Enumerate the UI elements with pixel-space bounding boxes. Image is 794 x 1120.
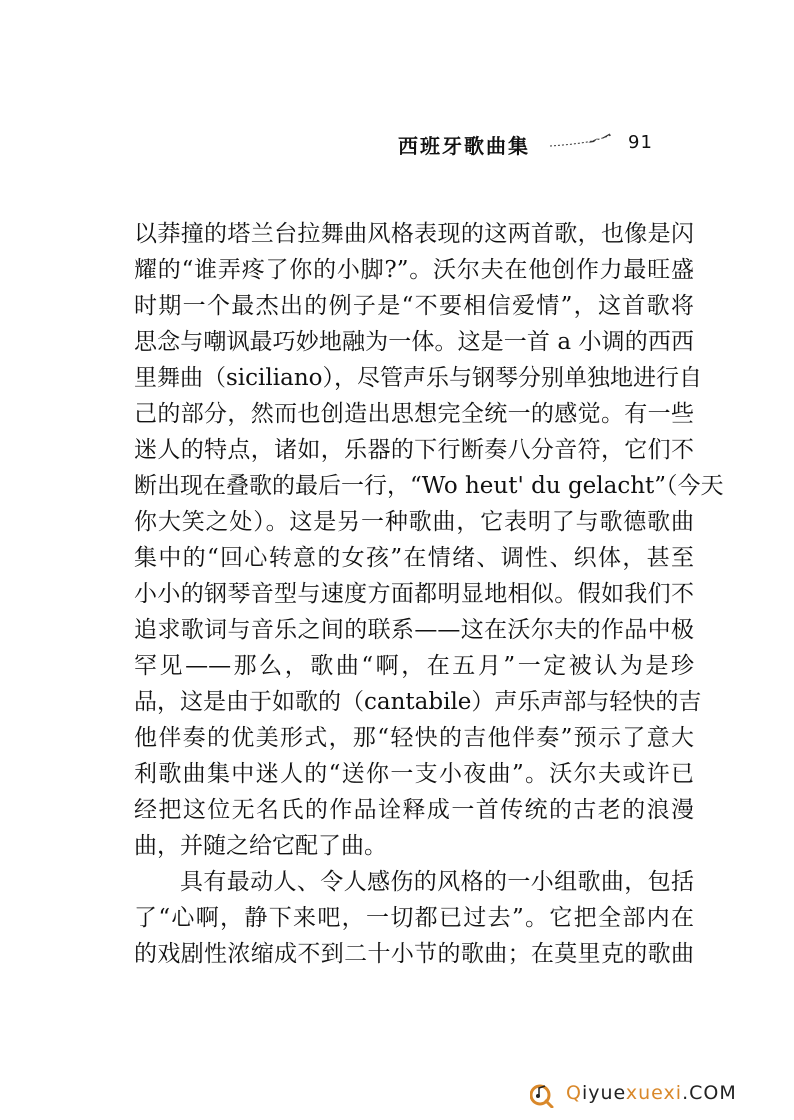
text-line: 具有最动人、令人感伤的风格的一小组歌曲，包括 — [180, 869, 694, 895]
text-line: 的戏剧性浓缩成不到二十小节的歌曲；在莫里克的歌曲 — [134, 941, 694, 967]
text-line: 以莽撞的塔兰台拉舞曲风格表现的这两首歌，也像是闪 — [134, 221, 694, 247]
text-line: 你大笑之处）。这是另一种歌曲，它表明了与歌德歌曲 — [134, 509, 694, 535]
watermark-xuexi: xuexi — [625, 1082, 683, 1104]
watermark-iyue: iyue — [581, 1082, 626, 1104]
text-line: 迷人的特点，诸如，乐器的下行断奏八分音符，它们不 — [134, 437, 694, 463]
text-line: 品，这是由于如歌的（cantabile）声乐声部与轻快的吉 — [134, 689, 702, 715]
watermark-com: .COM — [682, 1082, 737, 1104]
text-line: 追求歌词与音乐之间的联系——这在沃尔夫的作品中极 — [134, 617, 694, 643]
text-line: 己的部分，然而也创造出思想完全统一的感觉。有一些 — [134, 401, 694, 427]
music-note-logo-icon — [530, 1080, 560, 1108]
text-line: 他伴奏的优美形式，那“轻快的吉他伴奏”预示了意大 — [134, 725, 694, 751]
decorative-flourish-icon — [548, 132, 614, 150]
text-line: 利歌曲集中迷人的“送你一支小夜曲”。沃尔夫或许已 — [134, 761, 694, 787]
text-line: 时期一个最杰出的例子是“不要相信爱情”，这首歌将 — [134, 293, 694, 319]
text-line: 罕见——那么，歌曲“啊，在五月”一定被认为是珍 — [134, 653, 694, 679]
text-line: 集中的“回心转意的女孩”在情绪、调性、织体，甚至 — [134, 545, 694, 571]
text-line: 断出现在叠歌的最后一行，“Wo heut' du gelacht”（今天 — [134, 473, 724, 499]
text-line: 小小的钢琴音型与速度方面都明显地相似。假如我们不 — [134, 581, 694, 607]
site-watermark — [530, 1076, 780, 1112]
watermark-q: Q — [566, 1082, 582, 1104]
page-number: 91 — [628, 132, 653, 153]
text-line: 曲，并随之给它配了曲。 — [134, 833, 387, 859]
text-line: 经把这位无名氏的作品诠释成一首传统的古老的浪漫 — [134, 797, 694, 823]
running-title: 西班牙歌曲集 — [398, 134, 530, 158]
body-text — [134, 216, 724, 972]
watermark-text — [566, 1082, 737, 1104]
text-line: 里舞曲（siciliano），尽管声乐与钢琴分别单独地进行自 — [134, 365, 702, 391]
text-line: 思念与嘲讽最巧妙地融为一体。这是一首 a 小调的西西 — [134, 329, 694, 355]
text-line: 了“心啊，静下来吧，一切都已过去”。它把全部内在 — [134, 905, 694, 931]
page-header — [0, 128, 794, 164]
text-line: 耀的“谁弄疼了你的小脚?”。沃尔夫在他创作力最旺盛 — [134, 257, 694, 283]
